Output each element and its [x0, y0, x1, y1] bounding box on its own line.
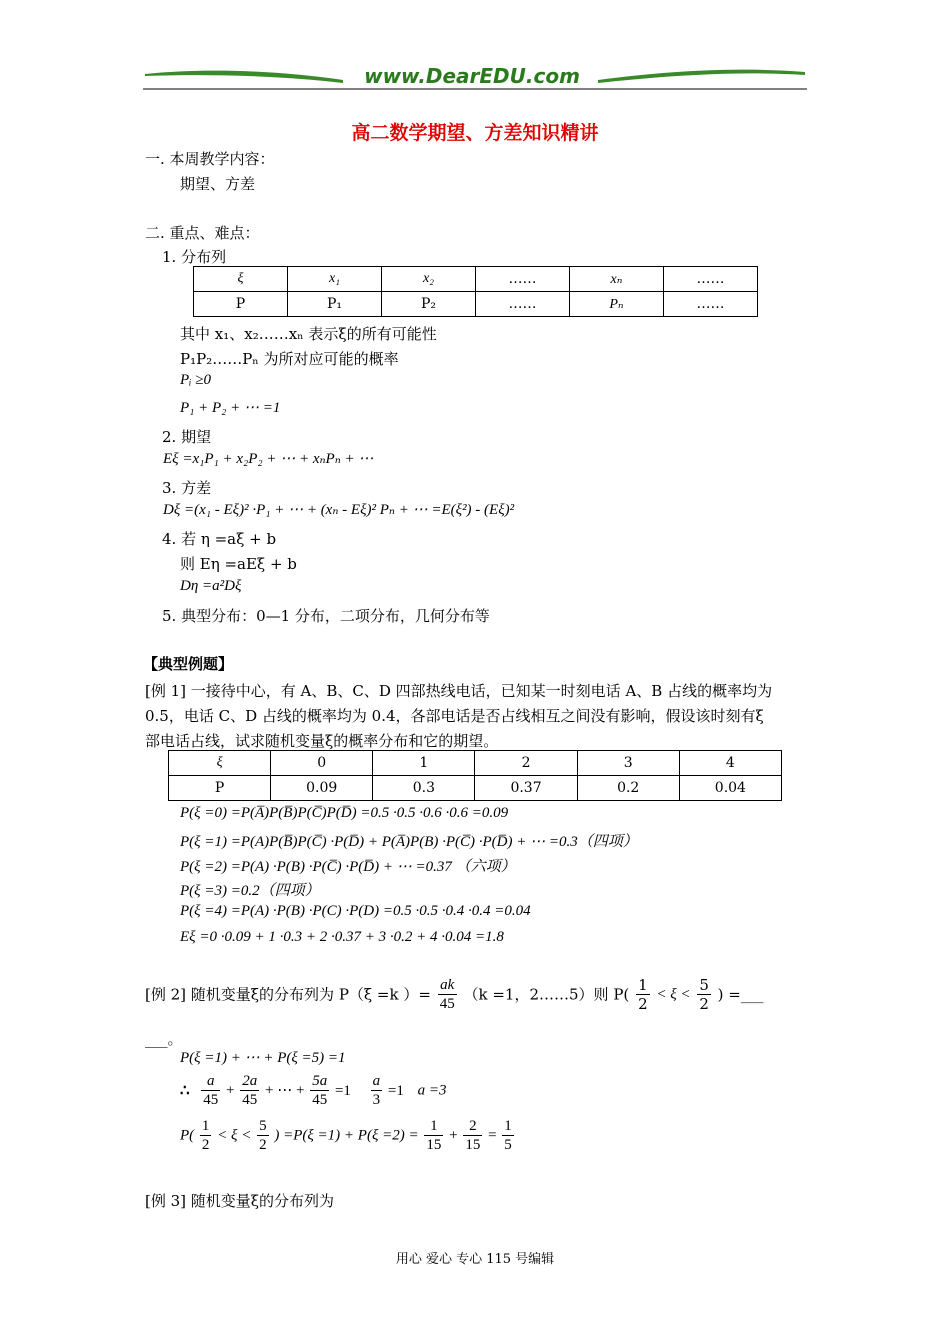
denominator: 45 [203, 1092, 219, 1108]
numerator: 5 [699, 976, 709, 994]
denominator: 15 [426, 1137, 442, 1153]
ex1-step2: P(ξ =1) =P(A)P(B̅)P(C̅) ·P(D̅) + P(A̅)P(B) ·P(C̅) ·P(D̅) + ⋯ =0.3（四项） [180, 834, 638, 850]
ex1-distribution-table [168, 750, 782, 801]
fraction [371, 1072, 383, 1109]
table-row [169, 751, 782, 776]
ex2-blank-continuation: ___。 [145, 1030, 183, 1048]
numerator: 1 [638, 976, 648, 994]
fraction [636, 976, 650, 1013]
examples-heading: 【典型例题】 [143, 655, 234, 673]
table-cell: …… [664, 292, 758, 317]
ex1-step3: P(ξ =2) =P(A) ·P(B) ·P(C̅) ·P(D̅) + ⋯ =0.37 （六项） [180, 859, 516, 875]
note-sum-one: P₁ + P₂ + ⋯ =1 [180, 400, 281, 416]
ex2-suffix: ) =___ [717, 985, 764, 1004]
ex2-question [145, 976, 763, 1013]
table-cell: x₁ [288, 267, 382, 292]
ellipsis-sum: + ⋯ + [265, 1082, 305, 1099]
table-cell: …… [664, 267, 758, 292]
fraction [424, 1117, 443, 1154]
ex1-line2: 0.5，电话 C、D 占线的概率均为 0.4，各部电话是否占线相互之间没有影响，假设该时刻有ξ [145, 707, 764, 725]
denominator: 45 [439, 996, 455, 1012]
denominator: 45 [242, 1092, 258, 1108]
table-row [169, 776, 782, 801]
table-cell: P₂ [382, 292, 476, 317]
therefore-symbol: ∴ [180, 1082, 190, 1099]
numerator: 2 [463, 1117, 482, 1136]
ex2-inequality: < ξ < [656, 986, 691, 1003]
denominator: 2 [699, 995, 709, 1013]
numerator: a [372, 1073, 381, 1089]
ex2-step1: P(ξ =1) + ⋯ + P(ξ =5) =1 [180, 1050, 346, 1066]
ex2-mid: （k =1，2……5）则 P( [463, 985, 630, 1004]
ex2-step3-ineq: < ξ < [217, 1127, 252, 1144]
header-site-logo: www.DearEDU.com [364, 64, 580, 88]
table-row [194, 267, 758, 292]
ex2-prefix: [例 2] 随机变量ξ的分布列为 P（ξ =k ）= [145, 985, 431, 1004]
numerator: 1 [424, 1117, 443, 1136]
ex1-step1: P(ξ =0) =P(A̅)P(B̅)P(C̅)P(D̅) =0.5 ·0.5 ·0.6 ·0.6 =0.09 [180, 805, 509, 821]
table-cell: 2 [475, 751, 577, 776]
header-banner [143, 62, 807, 96]
numerator: 1 [504, 1118, 512, 1134]
denominator: 2 [201, 1137, 210, 1153]
numerator: 5a [312, 1073, 328, 1089]
table-cell: …… [476, 292, 570, 317]
item1-label: 1. 分布列 [162, 248, 227, 266]
doc-title: 高二数学期望、方差知识精讲 [351, 122, 599, 144]
fraction [200, 1117, 212, 1154]
table-cell: x₂ [382, 267, 476, 292]
ex1-line3: 部电话占线，试求随机变量ξ的概率分布和它的期望。 [145, 732, 499, 750]
ex2-step2 [180, 1072, 447, 1109]
section2-heading: 二. 重点、难点： [145, 224, 260, 242]
table-cell: 0.2 [577, 776, 679, 801]
distribution-table [193, 266, 758, 317]
table-cell: 3 [577, 751, 679, 776]
numerator: 1 [201, 1118, 210, 1134]
fraction [257, 1117, 269, 1154]
table-cell: ξ [194, 267, 288, 292]
ex1-step5: P(ξ =4) =P(A) ·P(B) ·P(C) ·P(D) =0.5 ·0.5 ·0.4 ·0.4 =0.04 [180, 903, 531, 919]
table-cell: P₁ [288, 292, 382, 317]
denominator: 3 [372, 1092, 381, 1108]
expectation-formula: Eξ =x₁P₁ + x₂P₂ + ⋯ + xₙPₙ + ⋯ [163, 451, 374, 467]
ex2-step3-pre: P( [180, 1127, 195, 1144]
note-probabilities: P₁P₂……Pₙ 为所对应可能的概率 [180, 350, 399, 368]
denominator: 45 [312, 1092, 328, 1108]
fraction [502, 1117, 514, 1154]
denominator: 5 [504, 1137, 512, 1153]
table-row [194, 292, 758, 317]
ex2-step3 [180, 1117, 516, 1154]
fraction [310, 1072, 329, 1109]
note-nonnegative: Pᵢ ≥0 [180, 372, 212, 388]
plus-sign: + [226, 1082, 235, 1099]
denominator: 2 [638, 995, 648, 1013]
ex2-step3-rest: ) =P(ξ =1) + P(ξ =2) = [274, 1127, 419, 1144]
variance-formula: Dξ =(x₁ - Eξ)² ·P₁ + ⋯ + (xₙ - Eξ)² Pₙ + ⋯ =E(ξ²) - (Eξ)² [163, 502, 515, 518]
table-cell: xₙ [570, 267, 664, 292]
note-possibilities: 其中 x₁、x₂……xₙ 表示ξ的所有可能性 [180, 325, 437, 343]
ex1-step4: P(ξ =3) =0.2（四项） [180, 883, 320, 899]
table-cell: 4 [679, 751, 781, 776]
denominator: 2 [259, 1137, 267, 1153]
ex1-line1: [例 1] 一接待中心，有 A、B、C、D 四部热线电话，已知某一时刻电话 A、B 占线的概率均为 [145, 682, 773, 700]
fraction [438, 976, 457, 1013]
fraction [201, 1072, 220, 1109]
item5-label: 5. 典型分布：0—1 分布，二项分布，几何分布等 [162, 607, 490, 625]
item4-label: 4. 若 η =aξ + b [162, 530, 277, 548]
page-footer: 用心 爱心 专心 115 号编辑 [395, 1252, 555, 1267]
table-cell: 0.04 [679, 776, 781, 801]
numerator: 5 [259, 1118, 267, 1134]
equals-one: =1 [334, 1082, 351, 1099]
fraction [240, 1072, 259, 1109]
ex2-result: a =3 [417, 1082, 447, 1099]
table-cell: 0 [271, 751, 373, 776]
ex1-step6: Eξ =0 ·0.09 + 1 ·0.3 + 2 ·0.37 + 3 ·0.2 + 4 ·0.04 =1.8 [180, 929, 504, 945]
item4-variance: Dη =a²Dξ [180, 578, 242, 594]
item4-expectation: 则 Eη =aEξ + b [180, 555, 297, 573]
equals-sign: = [488, 1127, 497, 1144]
ex3-line: [例 3] 随机变量ξ的分布列为 [145, 1192, 335, 1210]
table-cell: 0.09 [271, 776, 373, 801]
table-cell: Pₙ [570, 292, 664, 317]
table-cell: P [194, 292, 288, 317]
denominator: 15 [465, 1137, 481, 1153]
table-cell: …… [476, 267, 570, 292]
item2-label: 2. 期望 [162, 428, 212, 446]
section1-heading: 一. 本周教学内容： [145, 150, 275, 168]
table-cell: 1 [373, 751, 475, 776]
numerator: 2a [242, 1073, 258, 1089]
table-cell: 0.37 [475, 776, 577, 801]
table-cell: P [169, 776, 271, 801]
numerator: ak [438, 976, 457, 995]
equals-one: =1 [387, 1082, 404, 1099]
section1-content: 期望、方差 [180, 175, 256, 193]
numerator: a [201, 1072, 220, 1091]
fraction [463, 1117, 482, 1154]
item3-label: 3. 方差 [162, 479, 212, 497]
plus-sign: + [449, 1127, 458, 1144]
fraction [697, 976, 711, 1013]
table-cell: 0.3 [373, 776, 475, 801]
table-cell: ξ [169, 751, 271, 776]
